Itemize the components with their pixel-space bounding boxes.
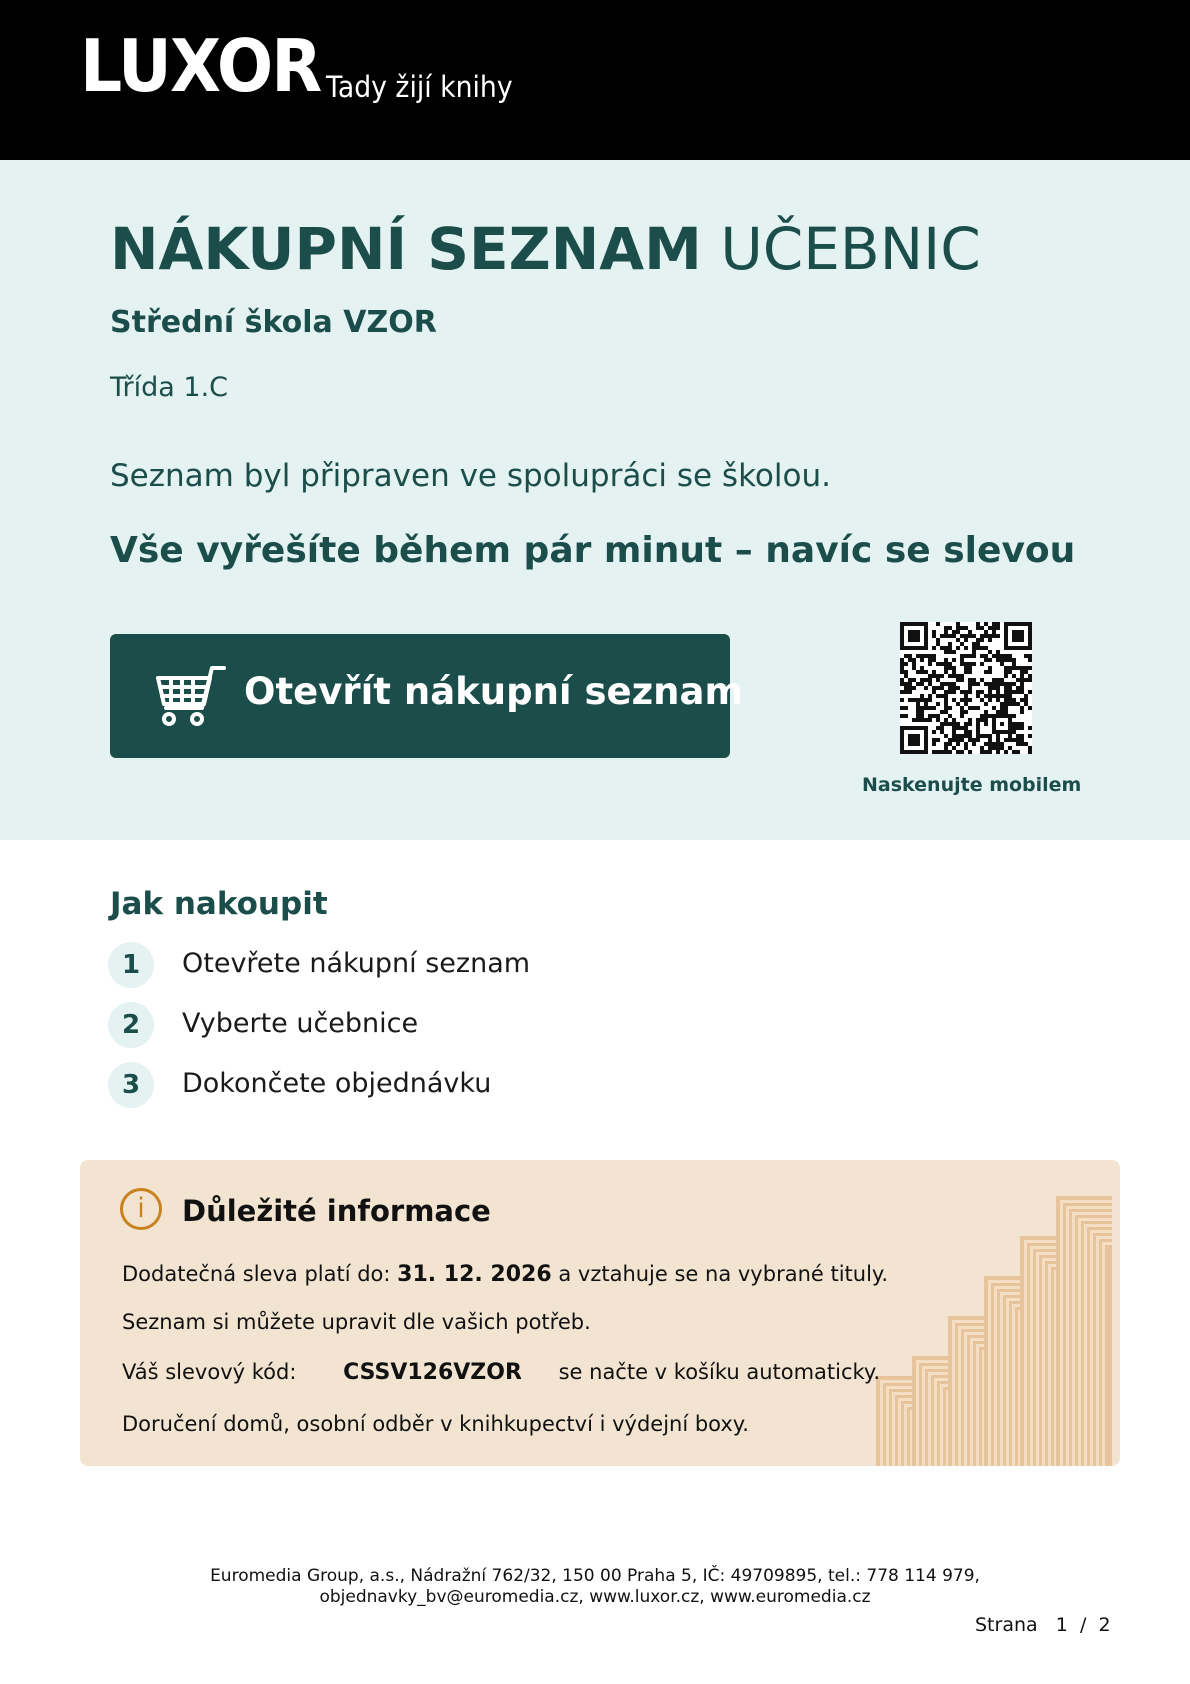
page-footer <box>0 1566 1190 1608</box>
step-number: 2 <box>108 1002 154 1048</box>
decorative-book-stack <box>876 1176 1116 1466</box>
page-header <box>0 0 1190 160</box>
logo-tagline: Tady žijí knihy <box>326 70 513 104</box>
school-name: Střední škola VZOR <box>110 305 437 340</box>
how-to-title: Jak nakoupit <box>110 886 328 922</box>
info-icon: i <box>120 1188 162 1230</box>
step-label: Vyberte učebnice <box>182 1008 419 1039</box>
luxor-logo[interactable]: LUXOR <box>80 24 321 108</box>
step-label: Otevřete nákupní seznam <box>182 948 531 979</box>
discount-suffix: a vztahuje se na vybrané tituly. <box>558 1262 889 1286</box>
step-number: 1 <box>108 942 154 988</box>
code-prefix: Váš slevový kód: <box>122 1360 297 1384</box>
shopping-cart-icon <box>152 664 226 728</box>
edit-list-line: Seznam si můžete upravit dle vašich potřeb. <box>122 1310 591 1334</box>
open-shopping-list-button[interactable] <box>110 634 744 758</box>
page-title <box>110 215 981 283</box>
step-label: Dokončete objednávku <box>182 1068 492 1099</box>
discount-validity-line <box>122 1262 888 1287</box>
discount-code: CSSV126VZOR <box>343 1360 522 1385</box>
step-number: 3 <box>108 1062 154 1108</box>
page-total: 2 <box>1098 1614 1111 1636</box>
page-number <box>975 1614 1111 1636</box>
qr-code[interactable] <box>900 622 1032 754</box>
hero-section <box>0 160 1190 840</box>
page-current: 1 <box>1055 1614 1068 1636</box>
page-label: Strana <box>975 1614 1038 1636</box>
important-info-box <box>80 1160 1120 1466</box>
page-separator: / <box>1079 1614 1087 1636</box>
discount-code-line <box>122 1360 880 1385</box>
discount-prefix: Dodatečná sleva platí do: <box>122 1262 391 1286</box>
code-suffix: se načte v košíku automaticky. <box>558 1360 881 1384</box>
footer-contacts: objednavky_bv@euromedia.cz, www.luxor.cz, www.euromedia.cz <box>319 1587 871 1607</box>
title-bold: NÁKUPNÍ SEZNAM <box>110 215 702 283</box>
discount-date: 31. 12. 2026 <box>397 1262 552 1287</box>
qr-caption: Naskenujte mobilem <box>862 774 1082 796</box>
open-shopping-list-label: Otevřít nákupní seznam <box>244 670 744 713</box>
footer-address: Euromedia Group, a.s., Nádražní 762/32, 150 00 Praha 5, IČ: 49709895, tel.: 778 114 979, <box>210 1566 980 1586</box>
delivery-line: Doručení domů, osobní odběr v knihkupectví i výdejní boxy. <box>122 1412 749 1436</box>
headline: Vše vyřešíte během pár minut – navíc se slevou <box>110 530 1076 571</box>
title-light: UČEBNIC <box>720 215 981 283</box>
info-title: Důležité informace <box>182 1194 491 1228</box>
intro-text: Seznam byl připraven ve spolupráci se školou. <box>110 458 831 494</box>
class-name: Třída 1.C <box>110 372 229 403</box>
